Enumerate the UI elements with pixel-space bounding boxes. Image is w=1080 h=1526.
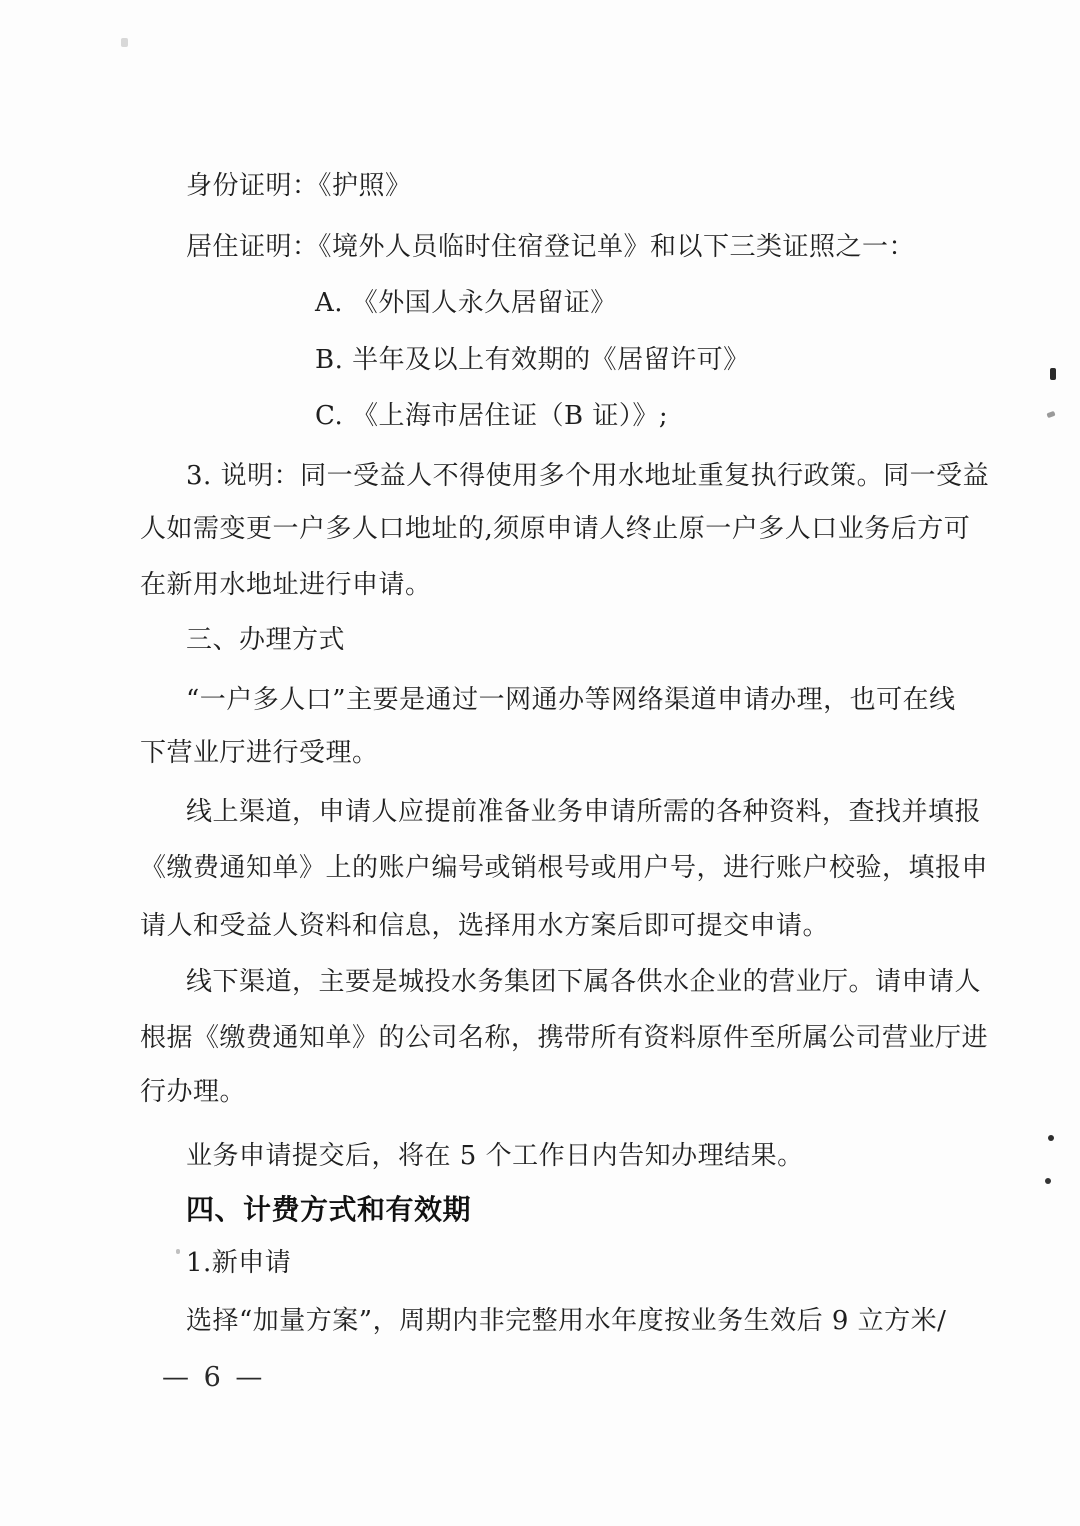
line-item-a: A. 《外国人永久居留证》 <box>315 288 617 318</box>
page-number: — 6 — <box>162 1362 266 1393</box>
scan-speck <box>1050 368 1056 380</box>
scan-speck <box>176 1249 180 1254</box>
scan-speck <box>1046 411 1055 418</box>
line-note-start: 3. 说明：同一受益人不得使用多个用水地址重复执行政策。同一受益 <box>186 461 990 491</box>
scan-speck <box>1045 1178 1051 1184</box>
line-online-start: 线上渠道，申请人应提前准备业务申请所需的各种资料，查找并填报 <box>186 797 982 827</box>
line-online-cont-1: 《缴费通知单》上的账户编号或销根号或用户号，进行账户校验，填报申 <box>140 853 989 883</box>
line-billing-start: 选择“加量方案”，周期内非完整用水年度按业务生效后 9 立方米/ <box>186 1306 947 1336</box>
heading-section-4: 四、计费方式和有效期 <box>186 1193 472 1226</box>
scan-speck <box>121 38 128 47</box>
line-item-c: C. 《上海市居住证（B 证）》; <box>315 401 669 431</box>
line-offline-cont-2: 行办理。 <box>140 1077 247 1107</box>
line-note-cont-1: 人如需变更一户多人口地址的,须原申请人终止原一户多人口业务后方可 <box>140 514 971 544</box>
line-new-application: 1.新申请 <box>186 1248 292 1278</box>
line-identity-proof: 身份证明：《护照》 <box>186 171 412 201</box>
line-note-cont-2: 在新用水地址进行申请。 <box>140 570 432 600</box>
line-online-cont-2: 请人和受益人资料和信息，选择用水方案后即可提交申请。 <box>140 911 830 941</box>
line-result-notice: 业务申请提交后，将在 5 个工作日内告知办理结果。 <box>186 1141 804 1171</box>
line-channels-cont: 下营业厅进行受理。 <box>140 738 379 768</box>
line-residence-proof: 居住证明：《境外人员临时住宿登记单》和以下三类证照之一： <box>186 232 916 262</box>
scan-speck <box>1048 1135 1054 1141</box>
line-offline-cont-1: 根据《缴费通知单》的公司名称，携带所有资料原件至所属公司营业厅进 <box>140 1023 989 1053</box>
line-item-b: B. 半年及以上有效期的《居留许可》 <box>315 345 750 375</box>
heading-section-3: 三、办理方式 <box>186 625 346 655</box>
line-channels-start: “一户多人口”主要是通过一网通办等网络渠道申请办理，也可在线 <box>186 685 956 715</box>
line-offline-start: 线下渠道，主要是城投水务集团下属各供水企业的营业厅。请申请人 <box>186 967 982 997</box>
